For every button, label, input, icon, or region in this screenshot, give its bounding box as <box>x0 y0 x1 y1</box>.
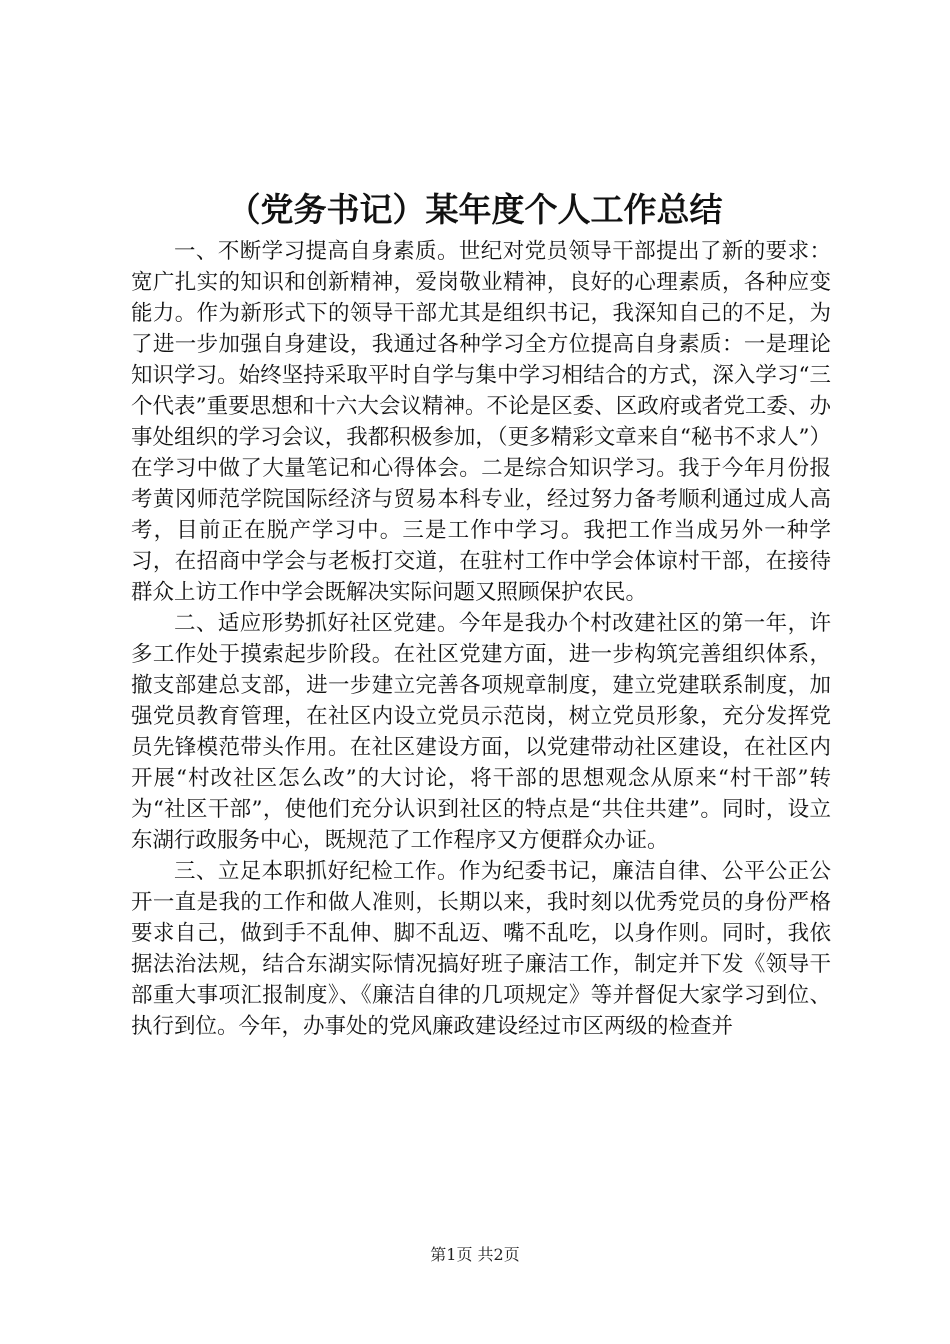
paragraph-1: 一、不断学习提高自身素质。世纪对党员领导干部提出了新的要求：宽广扎实的知识和创新精神，爱岗敬业精神，良好的心理素质，各种应变能力。作为新形式下的领导干部尤其是组织书记，我深知自己的不足，为了进一步加强自身建设，我通过各种学习全方位提高自身素质：一是理论知识学习。始终坚持采取平时自学与集中学习相结合的方式，深入学习“三个代表”重要思想和十六大会议精神。不论是区委、区政府或者党工委、办事处组织的学习会议，我都积极参加，（更多精彩文章来自“秘书不求人”）在学习中做了大量笔记和心得体会。二是综合知识学习。我于今年月份报考黄冈师范学院国际经济与贸易本科专业，经过努力备考顺利通过成人高考，目前正在脱产学习中。三是工作中学习。我把工作当成另外一种学习，在招商中学会与老板打交道，在驻村工作中学会体谅村干部，在接待群众上访工作中学会既解决实际问题又照顾保护农民。 <box>131 239 831 605</box>
document-body <box>131 236 831 1042</box>
paragraph-2: 二、适应形势抓好社区党建。今年是我办个村改建社区的第一年，许多工作处于摸索起步阶段。在社区党建方面，进一步构筑完善组织体系，撤支部建总支部，进一步建立完善各项规章制度，建立党建联系制度，加强党员教育管理，在社区内设立党员示范岗，树立党员形象，充分发挥党员先锋模范带头作用。在社区建设方面，以党建带动社区建设，在社区内开展“村改社区怎么改”的大讨论，将干部的思想观念从原来“村干部”转为“社区干部”，使他们充分认识到社区的特点是“共住共建”。同时，设立东湖行政服务中心，既规范了工作程序又方便群众办证。 <box>131 611 831 853</box>
paragraph-3: 三、立足本职抓好纪检工作。作为纪委书记，廉洁自律、公平公正公开一直是我的工作和做人准则，长期以来，我时刻以优秀党员的身份严格要求自己，做到手不乱伸、脚不乱迈、嘴不乱吃，以身作则。同时，我依据法治法规，结合东湖实际情况搞好班子廉洁工作，制定并下发《领导干部重大事项汇报制度》、《廉洁自律的几项规定》等并督促大家学习到位、执行到位。今年，办事处的党风廉政建设经过市区两级的检查并 <box>131 859 831 1039</box>
document-title: （党务书记）某年度个人工作总结 <box>227 190 723 229</box>
page-number-footer: 第1页 共2页 <box>430 1245 520 1264</box>
